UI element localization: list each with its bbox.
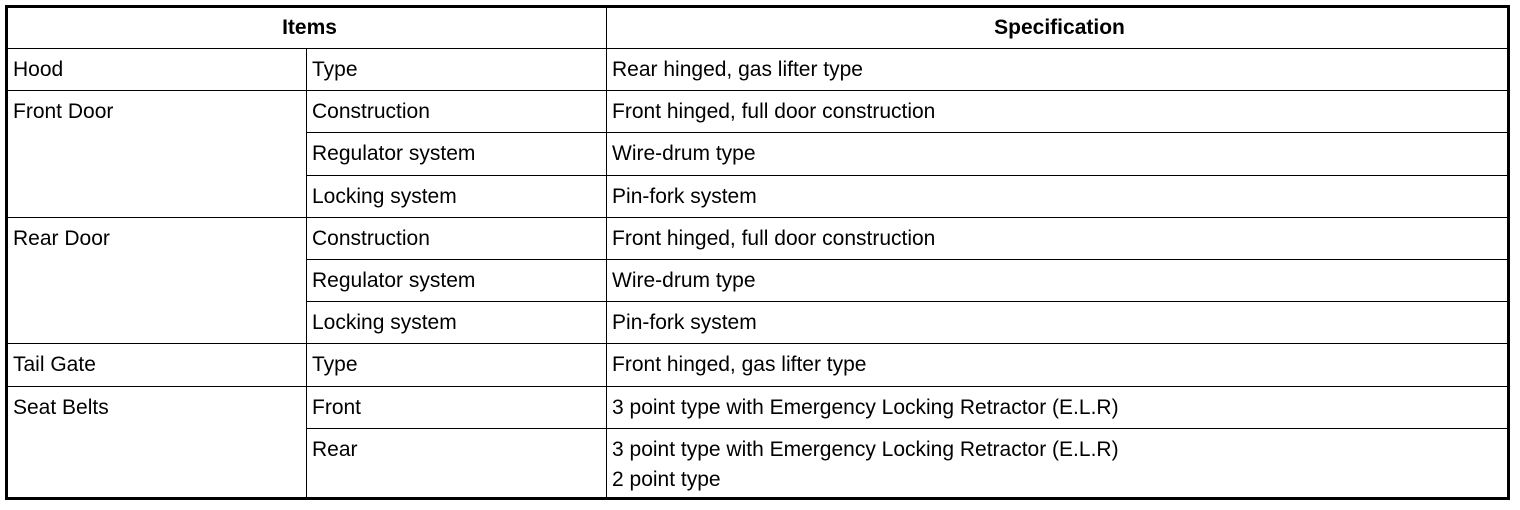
table-row — [7, 344, 1509, 386]
table-row — [7, 386, 1509, 428]
item-cell: Regulator system — [307, 259, 607, 301]
group-cell-front-door: Front Door — [7, 91, 307, 218]
group-cell-seat-belts: Seat Belts — [7, 386, 307, 499]
item-cell: Construction — [307, 91, 607, 133]
item-cell: Type — [307, 49, 607, 91]
item-cell: Locking system — [307, 302, 607, 344]
spec-line: 3 point type with Emergency Locking Retractor (E.L.R) — [612, 437, 1119, 461]
spec-cell: Front hinged, full door construction — [607, 217, 1509, 259]
spec-cell: Wire-drum type — [607, 133, 1509, 175]
header-row — [7, 7, 1509, 49]
item-cell: Locking system — [307, 175, 607, 217]
item-cell: Front — [307, 386, 607, 428]
spec-cell: Pin-fork system — [607, 302, 1509, 344]
specification-header: Specification — [607, 7, 1509, 49]
table-row — [7, 49, 1509, 91]
item-cell: Rear — [307, 428, 607, 498]
table-row — [7, 91, 1509, 133]
table-row — [7, 217, 1509, 259]
spec-cell: Pin-fork system — [607, 175, 1509, 217]
spec-cell: Wire-drum type — [607, 259, 1509, 301]
group-cell-hood: Hood — [7, 49, 307, 91]
spec-cell: Rear hinged, gas lifter type — [607, 49, 1509, 91]
group-cell-rear-door: Rear Door — [7, 217, 307, 344]
group-cell-tail-gate: Tail Gate — [7, 344, 307, 386]
item-cell: Construction — [307, 217, 607, 259]
items-header: Items — [7, 7, 607, 49]
item-cell: Regulator system — [307, 133, 607, 175]
spec-cell: Front hinged, gas lifter type — [607, 344, 1509, 386]
item-cell: Type — [307, 344, 607, 386]
spec-cell — [607, 428, 1509, 498]
specification-table — [5, 5, 1510, 500]
spec-line: 2 point type — [612, 467, 721, 491]
spec-cell: 3 point type with Emergency Locking Retractor (E.L.R) — [607, 386, 1509, 428]
spec-cell: Front hinged, full door construction — [607, 91, 1509, 133]
